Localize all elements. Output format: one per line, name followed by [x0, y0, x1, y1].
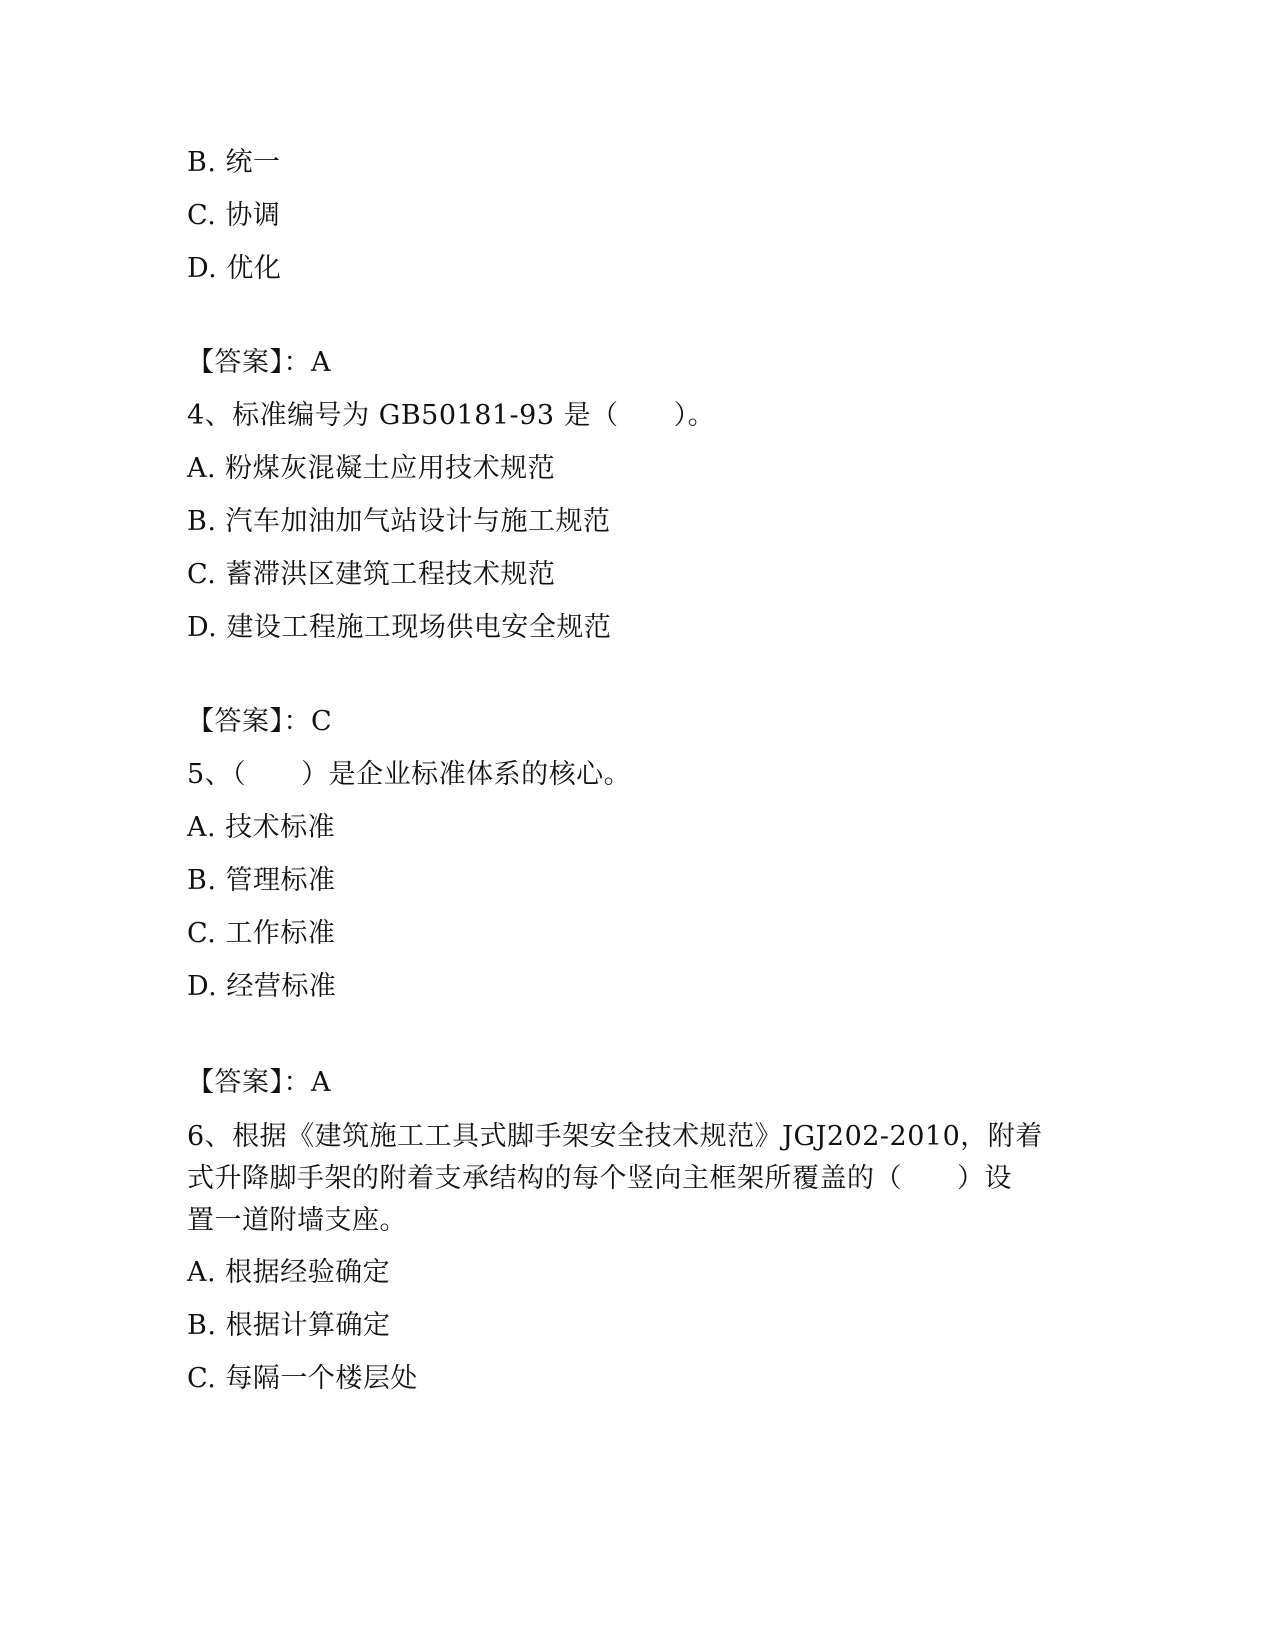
- q3-answer: 【答案】：A: [187, 347, 331, 378]
- q6-option-c: C. 每隔一个楼层处: [187, 1363, 418, 1394]
- q4-answer: 【答案】：C: [187, 706, 333, 737]
- q4-option-b: B. 汽车加油加气站设计与施工规范: [187, 506, 611, 537]
- q6-stem-line-2: 式升降脚手架的附着支承结构的每个竖向主框架所覆盖的（ ）设: [187, 1163, 1012, 1194]
- q4-stem: 4、标准编号为 GB50181-93 是（ ）。: [187, 400, 716, 431]
- q5-option-c: C. 工作标准: [187, 918, 336, 949]
- q5-answer: 【答案】：A: [187, 1067, 331, 1098]
- q4-option-a: A. 粉煤灰混凝土应用技术规范: [187, 453, 556, 484]
- q6-option-b: B. 根据计算确定: [187, 1310, 391, 1341]
- q4-option-c: C. 蓄滞洪区建筑工程技术规范: [187, 559, 556, 590]
- q6-stem-line-3: 置一道附墙支座。: [187, 1205, 407, 1236]
- q3-option-c: C. 协调: [187, 200, 281, 231]
- q3-option-d: D. 优化: [187, 253, 282, 284]
- q6-option-a: A. 根据经验确定: [187, 1257, 391, 1288]
- q5-option-d: D. 经营标准: [187, 971, 337, 1002]
- q5-option-b: B. 管理标准: [187, 865, 336, 896]
- q5-stem: 5、（ ）是企业标准体系的核心。: [187, 759, 632, 790]
- q3-option-b: B. 统一: [187, 147, 281, 178]
- q6-stem-line-1: 6、根据《建筑施工工具式脚手架安全技术规范》JGJ202-2010，附着: [187, 1121, 1043, 1152]
- q4-option-d: D. 建设工程施工现场供电安全规范: [187, 612, 612, 643]
- q5-option-a: A. 技术标准: [187, 812, 336, 843]
